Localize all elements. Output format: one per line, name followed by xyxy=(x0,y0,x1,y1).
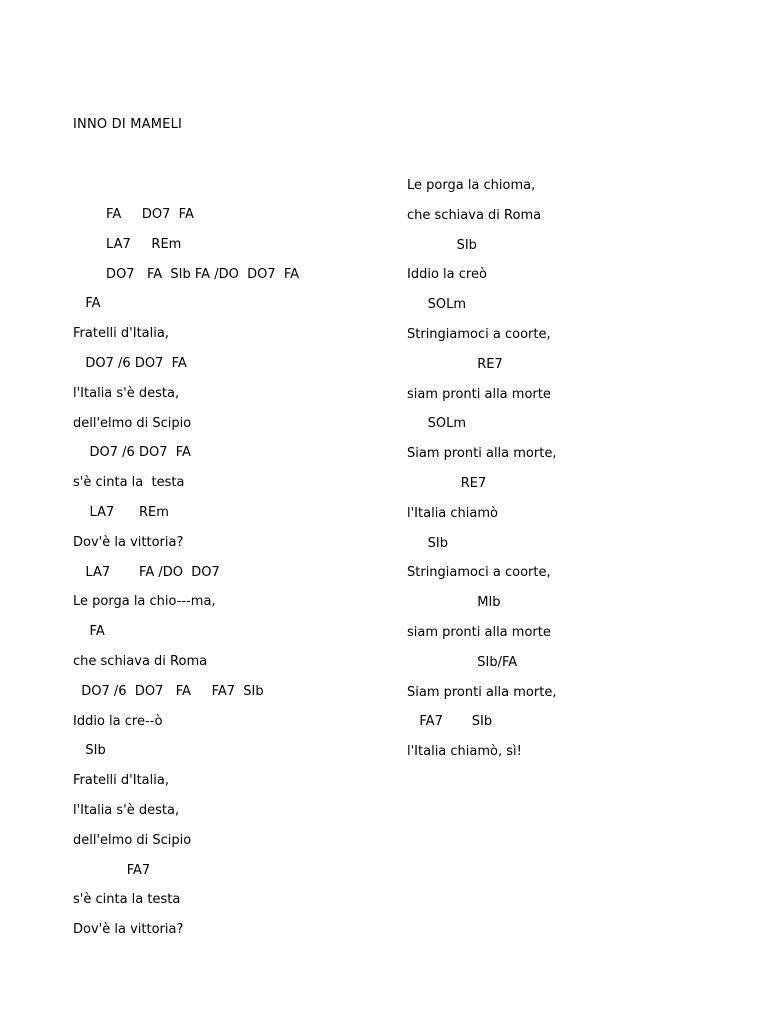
chord-line: FA7 SIb xyxy=(407,714,493,730)
lyric-line: l'Italia s'è desta, xyxy=(73,802,180,818)
lyric-line: Stringiamoci a coorte, xyxy=(407,326,551,342)
lyric-line: dell'elmo di Scipio xyxy=(73,832,192,848)
lyric-line: che schiava di Roma xyxy=(407,207,542,223)
chord-line: LA7 REm xyxy=(73,504,169,520)
chord-line: DO7 /6 DO7 FA xyxy=(73,445,191,461)
lyric-line: dell'elmo di Scipio xyxy=(73,415,192,431)
chord-line: FA xyxy=(73,296,101,312)
chord-line: LA7 FA /DO DO7 xyxy=(73,564,220,580)
lyric-line: Siam pronti alla morte, xyxy=(407,684,557,700)
chord-line: FA7 xyxy=(73,862,151,878)
chord-line: DO7 /6 DO7 FA xyxy=(73,355,187,371)
lyric-line: siam pronti alla morte xyxy=(407,386,551,402)
lyric-line: l'Italia chiamò, sì! xyxy=(407,744,522,760)
lyric-line: l'Italia s'è desta, xyxy=(73,385,180,401)
chord-line: RE7 xyxy=(407,475,487,491)
lyric-line: Le porga la chio---ma, xyxy=(73,594,216,610)
lyric-line: Iddio la cre--ò xyxy=(73,713,163,729)
lyric-line: Iddio la creò xyxy=(407,267,487,283)
chord-line: SIb xyxy=(407,237,477,253)
chord-line: SIb/FA xyxy=(407,654,518,670)
chord-line: FA DO7 FA xyxy=(73,207,194,222)
lyric-line: Fratelli d'Italia, xyxy=(73,773,169,789)
chord-line: RE7 xyxy=(407,356,503,372)
chord-line: MIb xyxy=(407,595,501,611)
chord-line: SIb xyxy=(73,743,106,759)
chord-line: DO7 /6 DO7 FA FA7 SIb xyxy=(73,683,264,699)
lyric-line: l'Italia chiamò xyxy=(407,505,498,521)
lyric-line: Siam pronti alla morte, xyxy=(407,446,557,462)
right-column xyxy=(407,176,556,772)
lyric-line: siam pronti alla morte xyxy=(407,624,551,640)
chord-line: SOLm xyxy=(407,416,467,432)
lyric-line: Dov'è la vittoria? xyxy=(73,534,184,550)
lyric-line: Le porga la chioma, xyxy=(407,178,536,193)
lyric-line: Dov'è la vittoria? xyxy=(73,922,184,938)
chord-line: LA7 REm xyxy=(73,236,182,252)
lyric-line: s'è cinta la testa xyxy=(73,475,185,491)
left-column xyxy=(73,205,299,950)
chord-line: FA xyxy=(73,624,105,640)
song-title: INNO DI MAMELI xyxy=(73,117,183,132)
lyric-line: che schiava di Roma xyxy=(73,653,208,669)
lyric-line: Stringiamoci a coorte, xyxy=(407,565,551,581)
lyric-line: Fratelli d'Italia, xyxy=(73,326,169,342)
chord-line: SOLm xyxy=(407,297,467,313)
chord-line: DO7 FA SIb FA /DO DO7 FA xyxy=(73,266,300,282)
chord-line: SIb xyxy=(407,535,448,551)
lyric-line: s'è cinta la testa xyxy=(73,892,181,908)
